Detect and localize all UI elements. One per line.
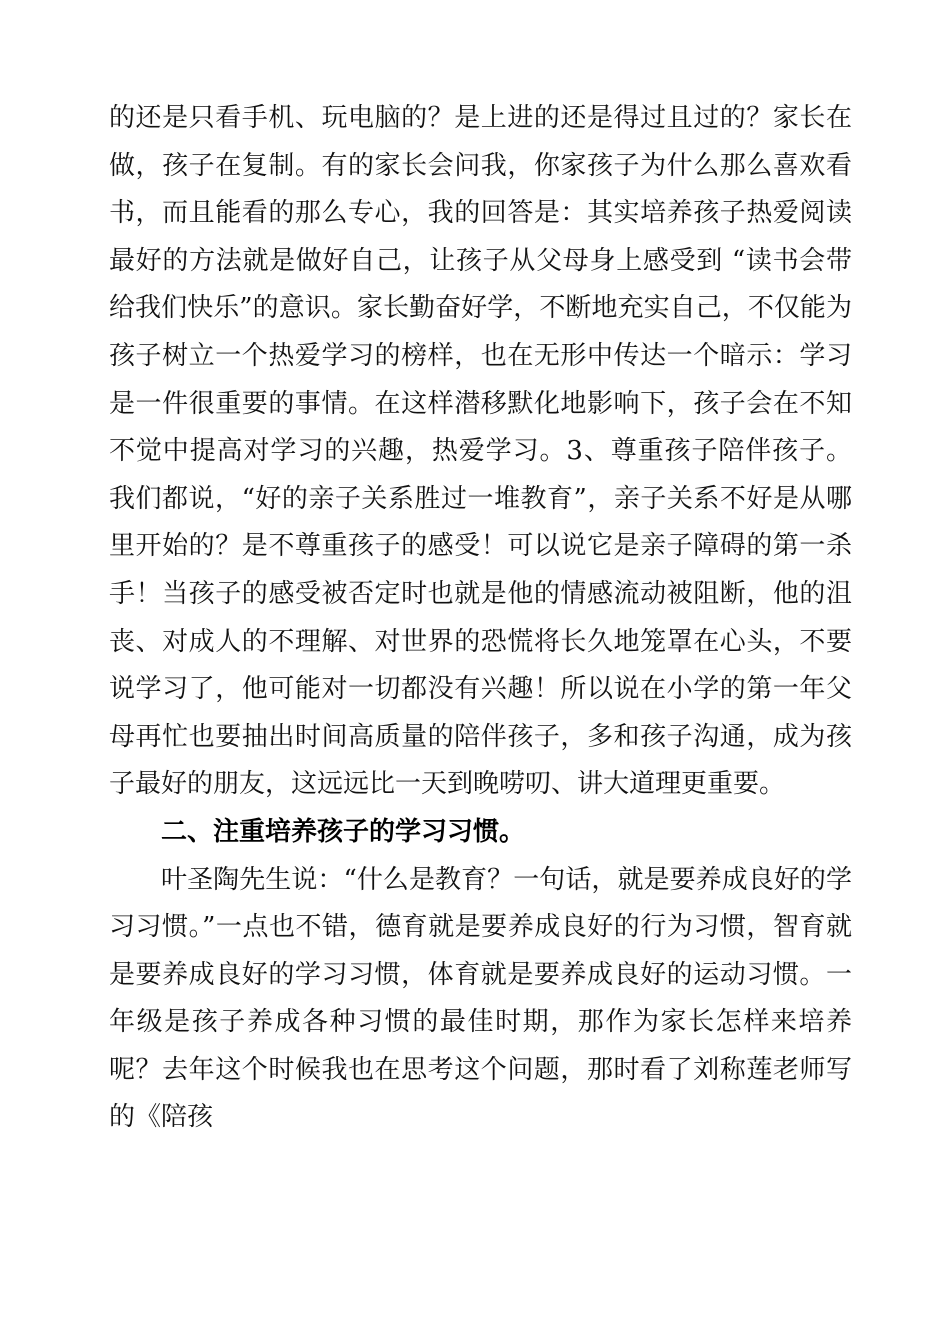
body-paragraph-1: 的还是只看手机、玩电脑的？是上进的还是得过且过的？家长在做，孩子在复制。有的家长会问我，你家孩子为什么那么喜欢看书，而且能看的那么专心，我的回答是：其实培养孩子热爱阅读最好的方法就是做好自己，让孩子从父母身上感受到 “读书会带给我们快乐”的意识。家长勤奋好学，不断地充实自己，不仅能为孩子树立一个热爱学习的榜样，也在无形中传达一个暗示：学习是一件很重要的事情。在这样潜移默化地影响下，孩子会在不知不觉中提高对学习的兴趣，热爱学习。3、尊重孩子陪伴孩子。我们都说，“好的亲子关系胜过一堆教育”，亲子关系不好是从哪里开始的？是不尊重孩子的感受！可以说它是亲子障碍的第一杀手！当孩子的感受被否定时也就是他的情感流动被阻断，他的沮丧、对成人的不理解、对世界的恐慌将长久地笼罩在心头，不要说学习了，他可能对一切都没有兴趣！所以说在小学的第一年父母再忙也要抽出时间高质量的陪伴孩子，多和孩子沟通，成为孩子最好的朋友，这远远比一天到晚唠叨、讲大道理更重要。 [109,103,852,800]
section-heading-2: 二、注重培养孩子的学习习惯。 [161,816,526,847]
body-paragraph-2: 叶圣陶先生说：“什么是教育？一句话，就是要养成良好的学习习惯。”一点也不错，德育就是要养成良好的行为习惯，智育就是要养成良好的学习习惯，体育就是要养成良好的运动习惯。一年级是孩子养成各种习惯的最佳时期，那作为家长怎样来培养呢？去年这个时候我也在思考这个问题，那时看了刘称莲老师写的《陪孩 [109,864,852,1133]
